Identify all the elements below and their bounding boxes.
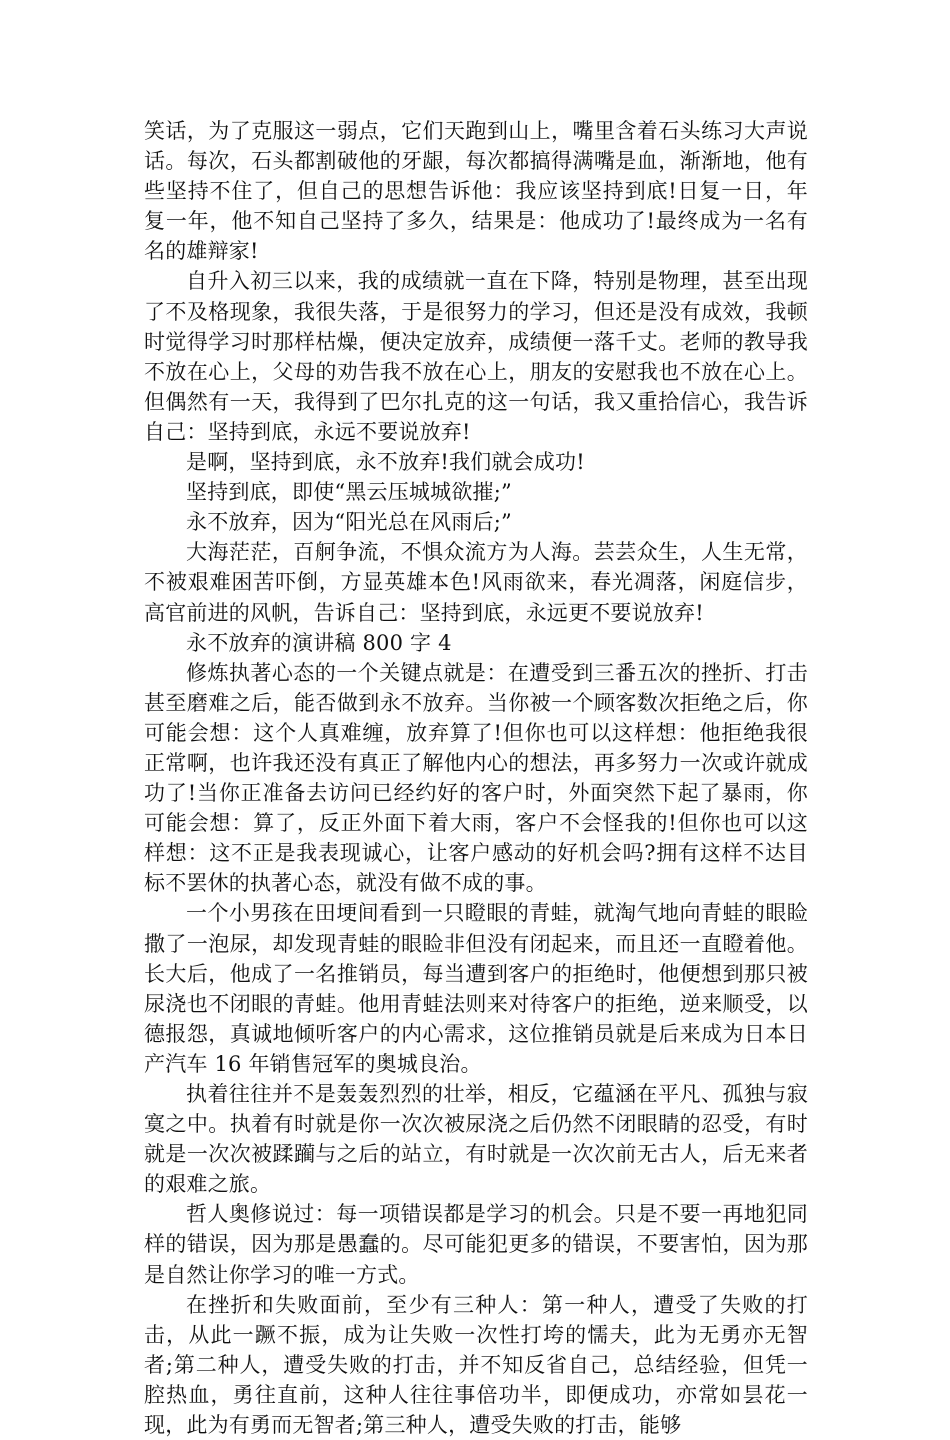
section-heading: 永不放弃的演讲稿 800 字 4 xyxy=(186,630,452,655)
paragraph-11: 哲人奥修说过：每一项错误都是学习的机会。只是不要一再地犯同样的错误，因为那是愚蠢的。尽可能犯更多的错误，不要害怕，因为那是自然让你学习的唯一方式。 xyxy=(144,1202,808,1287)
paragraph-6: 大海茫茫，百舸争流，不惧众流方为人海。芸芸众生，人生无常，不被艰难困苦吓倒，方显英雄本色!风雨欲来，春光凋落，闲庭信步，高官前进的风帆，告诉自己：坚持到底，永远更不要说放弃! xyxy=(144,540,808,625)
paragraph-1: 笑话，为了克服这一弱点，它们天跑到山上，嘴里含着石头练习大声说话。每次，石头都割破他的牙龈，每次都搞得满嘴是血，渐渐地，他有些坚持不住了，但自己的思想告诉他：我应该坚持到底!日复一日，年复一年，他不知自己坚持了多久，结果是：他成功了!最终成为一名有名的雄辩家! xyxy=(144,119,808,264)
paragraph-5: 永不放弃，因为“阳光总在风雨后;” xyxy=(186,510,512,535)
document-page xyxy=(144,116,808,1440)
paragraph-4: 坚持到底，即使“黑云压城城欲摧;” xyxy=(186,480,512,505)
paragraph-9: 一个小男孩在田埂间看到一只瞪眼的青蛙，就淘气地向青蛙的眼睑撒了一泡尿，却发现青蛙的眼睑非但没有闭起来，而且还一直瞪着他。长大后，他成了一名推销员，每当遭到客户的拒绝时，他便想到那只被尿浇也不闭眼的青蛙。他用青蛙法则来对待客户的拒绝，逆来顺受，以德报怨，真诚地倾听客户的内心需求，这位推销员就是后来成为日本日产汽车 16 年销售冠军的奥城良治。 xyxy=(144,901,808,1076)
paragraph-10: 执着往往并不是轰轰烈烈的壮举，相反，它蕴涵在平凡、孤独与寂寞之中。执着有时就是你一次次被尿浇之后仍然不闭眼睛的忍受，有时就是一次次被蹂躏与之后的站立，有时就是一次次前无古人，后无来者的艰难之旅。 xyxy=(144,1082,808,1197)
paragraph-2: 自升入初三以来，我的成绩就一直在下降，特别是物理，甚至出现了不及格现象，我很失落，于是很努力的学习，但还是没有成效，我顿时觉得学习时那样枯燥，便决定放弃，成绩便一落千丈。老师的教导我不放在心上，父母的劝告我不放在心上，朋友的安慰我也不放在心上。但偶然有一天，我得到了巴尔扎克的这一句话，我又重拾信心，我告诉自己：坚持到底，永远不要说放弃! xyxy=(144,269,808,444)
paragraph-8: 修炼执著心态的一个关键点就是：在遭受到三番五次的挫折、打击甚至磨难之后，能否做到永不放弃。当你被一个顾客数次拒绝之后，你可能会想：这个人真难缠，放弃算了!但你也可以这样想：他拒绝我很正常啊，也许我还没有真正了解他内心的想法，再多努力一次或许就成功了!当你正准备去访问已经约好的客户时，外面突然下起了暴雨，你可能会想：算了，反正外面下着大雨，客户不会怪我的!但你也可以这样想：这不正是我表现诚心，让客户感动的好机会吗?拥有这样不达目标不罢休的执著心态，就没有做不成的事。 xyxy=(144,660,808,896)
paragraph-3: 是啊，坚持到底，永不放弃!我们就会成功! xyxy=(186,450,585,475)
paragraph-12: 在挫折和失败面前，至少有三种人：第一种人，遭受了失败的打击，从此一蹶不振，成为让失败一次性打垮的懦夫，此为无勇亦无智者;第二种人，遭受失败的打击，并不知反省自己，总结经验，但凭一腔热血，勇往直前，这种人往往事倍功半，即便成功，亦常如昙花一现，此为有勇而无智者;第三种人，遭受失败的打击，能够 xyxy=(144,1292,808,1438)
